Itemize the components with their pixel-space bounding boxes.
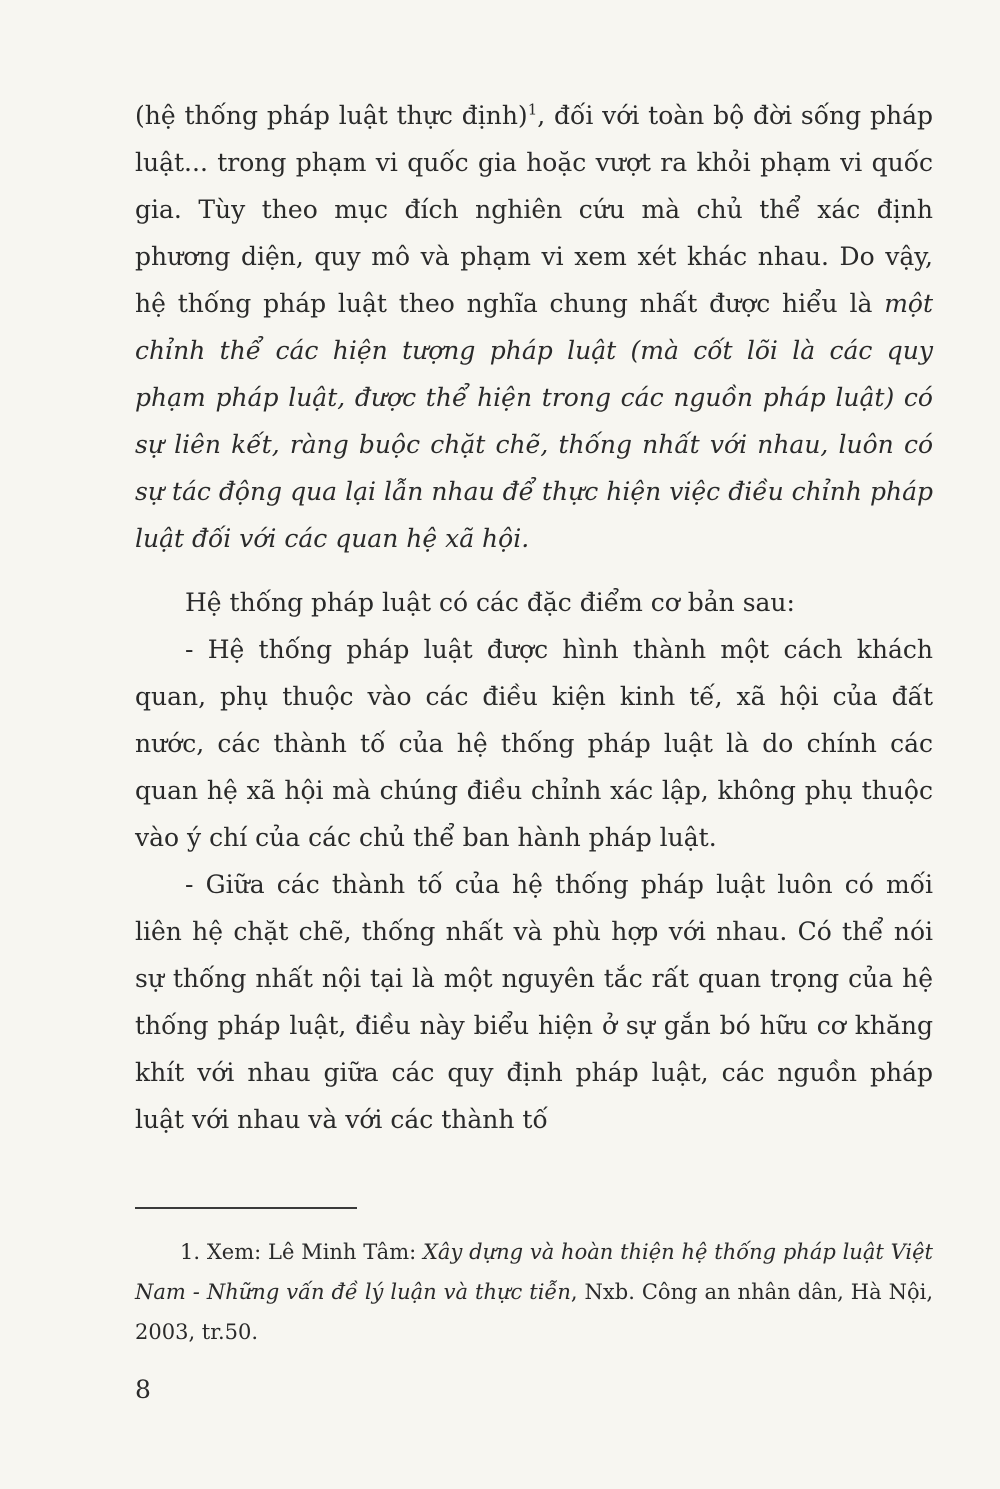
footnote-reference: 1 [527,100,538,119]
footnote-title: Xây dựng và hoàn thiện hệ thống pháp luật Việt Nam - Những vấn đề lý luận và thực tiễn [135,1240,933,1304]
body-text [135,92,933,1143]
page-number: 8 [135,1375,151,1404]
footnote-number: 1. Xem: Lê Minh Tâm: [180,1240,423,1264]
definition-italic: một chỉnh thể các hiện tượng pháp luật (mà cốt lõi là các quy phạm pháp luật, được thể hiện trong các nguồn pháp luật) có sự liên kết, ràng buộc chặt chẽ, thống nhất với nhau, luôn có sự tác động qua lại lẫn nhau để thực hiện việc điều chỉnh pháp luật đối với các quan hệ xã hội. [135,289,933,553]
paragraph-characteristic-2: - Giữa các thành tố của hệ thống pháp luật luôn có mối liên hệ chặt chẽ, thống nhất và phù hợp với nhau. Có thể nói sự thống nhất nội tại là một nguyên tắc rất quan trọng của hệ thống pháp luật, điều này biểu hiện ở sự gắn bó hữu cơ khăng khít với nhau giữa các quy định pháp luật, các nguồn pháp luật với nhau và với các thành tố [135,870,933,1134]
paragraph-definition [135,92,933,562]
footnote-divider [135,1207,357,1209]
paragraph-text: (hệ thống pháp luật thực định) [135,101,528,130]
paragraph-characteristics-intro: Hệ thống pháp luật có các đặc điểm cơ bản sau: [185,588,795,617]
footnote [135,1232,933,1352]
paragraph-characteristic-1: - Hệ thống pháp luật được hình thành một cách khách quan, phụ thuộc vào các điều kiện kinh tế, xã hội của đất nước, các thành tố của hệ thống pháp luật là do chính các quan hệ xã hội mà chúng điều chỉnh xác lập, không phụ thuộc vào ý chí của các chủ thể ban hành pháp luật. [135,635,933,852]
footnote-publication: , Nxb. Công an nhân dân, Hà Nội, 2003, tr.50. [135,1280,933,1344]
paragraph-text: , đối với toàn bộ đời sống pháp luật... trong phạm vi quốc gia hoặc vượt ra khỏi phạm vi quốc gia. Tùy theo mục đích nghiên cứu mà chủ thể xác định phương diện, quy mô và phạm vi xem xét khác nhau. Do vậy, hệ thống pháp luật theo nghĩa chung nhất được hiểu là [135,101,933,318]
